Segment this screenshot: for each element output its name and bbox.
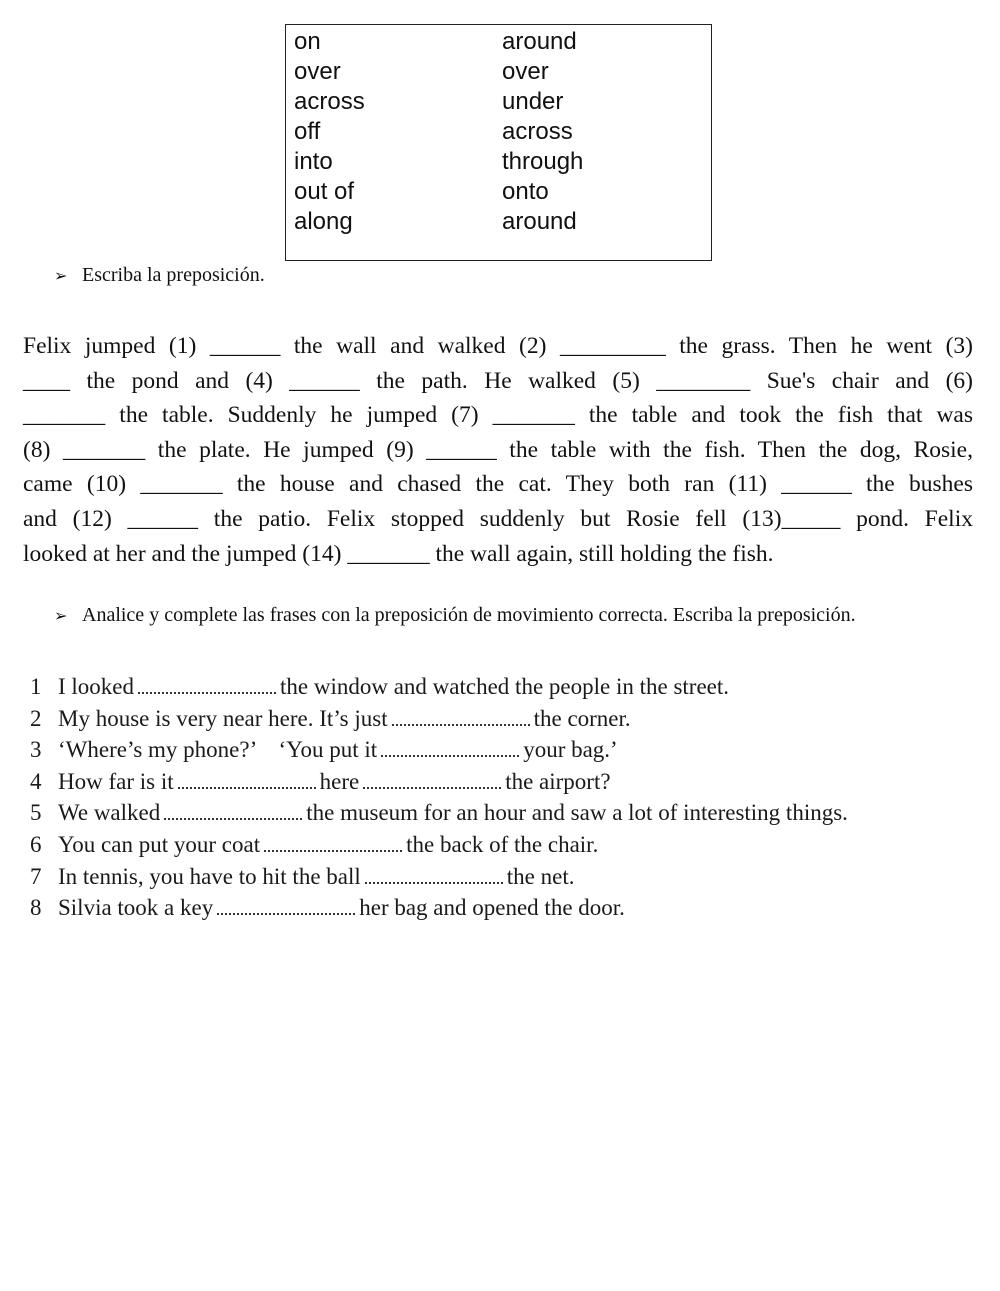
- item-number: 8: [30, 895, 42, 921]
- instruction-first: [54, 263, 265, 288]
- instruction-text: Analice y complete las frases con la preposición de movimiento correcta. Escriba la preposición.: [82, 604, 856, 626]
- passage-line: Felix jumped (1) ______ the wall and walked (2) _________ the grass. Then he went (3): [23, 333, 973, 359]
- passage-line: came (10) _______ the house and chased the cat. They both ran (11) ______ the bushes: [23, 471, 973, 498]
- exercise-list: [30, 671, 970, 924]
- item-text: the net.: [506, 863, 575, 889]
- arrow-bullet-icon: ➢: [54, 266, 68, 285]
- item-number: 2: [30, 705, 42, 731]
- item-number: 6: [30, 831, 42, 857]
- answer-blank[interactable]: [264, 832, 402, 852]
- exercise-item: [30, 766, 970, 798]
- word-item: across: [502, 118, 573, 145]
- item-number: 1: [30, 674, 42, 699]
- word-item: across: [294, 88, 365, 115]
- passage: [23, 329, 973, 571]
- answer-blank[interactable]: [392, 706, 530, 726]
- item-text: I looked: [58, 674, 135, 699]
- passage-line: and (12) ______ the patio. Felix stopped suddenly but Rosie fell (13)_____ pond. Felix: [23, 505, 973, 532]
- answer-blank[interactable]: [178, 769, 316, 789]
- answer-blank[interactable]: [138, 674, 276, 694]
- item-number: 3: [30, 737, 42, 763]
- item-text: the corner.: [533, 705, 631, 731]
- word-item: onto: [502, 178, 549, 205]
- item-number: 4: [30, 768, 42, 794]
- exercise-item: [30, 671, 970, 703]
- instruction-text: Escriba la preposición.: [82, 264, 265, 286]
- item-text: the airport?: [505, 768, 611, 794]
- exercise-item: [30, 797, 970, 829]
- passage-line: ____ the pond and (4) ______ the path. He walked (5) ________ Sue's chair and (6): [23, 367, 973, 394]
- word-item: on: [294, 28, 321, 55]
- exercise-item: [30, 829, 970, 861]
- word-item: over: [294, 58, 341, 85]
- item-text: the back of the chair.: [406, 831, 599, 857]
- answer-blank[interactable]: [365, 864, 503, 884]
- item-text: the museum for an hour and saw a lot of interesting things.: [306, 800, 848, 826]
- item-number: 7: [30, 863, 42, 889]
- item-text: How far is it: [58, 768, 174, 794]
- item-text: Silvia took a key: [58, 895, 214, 921]
- word-item: under: [502, 88, 564, 115]
- item-text: My house is very near here. It’s just: [58, 705, 388, 731]
- item-text: her bag and opened the door.: [359, 895, 625, 921]
- item-number: 5: [30, 800, 42, 826]
- answer-blank[interactable]: [363, 769, 501, 789]
- instruction-second: [54, 603, 856, 628]
- passage-line: (8) _______ the plate. He jumped (9) ______ the table with the fish. Then the dog, Rosie,: [23, 436, 973, 463]
- answer-blank[interactable]: [217, 895, 355, 915]
- word-item: into: [294, 148, 333, 175]
- exercise-item: [30, 892, 970, 924]
- item-text: ‘Where’s my phone?’ ‘You put it: [58, 737, 378, 763]
- exercise-item: [30, 861, 970, 893]
- item-text: We walked: [58, 800, 161, 826]
- word-item: through: [502, 148, 584, 175]
- word-item: out of: [294, 178, 355, 205]
- arrow-bullet-icon: ➢: [54, 606, 68, 625]
- passage-line: looked at her and the jumped (14) _______ the wall again, still holding the fish.: [23, 540, 774, 567]
- item-text: here: [319, 768, 360, 794]
- word-item: along: [294, 208, 353, 235]
- exercise-item: [30, 703, 970, 735]
- answer-blank[interactable]: [164, 800, 302, 820]
- word-column-left: [294, 27, 365, 237]
- item-text: the window and watched the people in the street.: [280, 674, 730, 699]
- word-item: off: [294, 118, 321, 145]
- item-text: In tennis, you have to hit the ball: [58, 863, 361, 889]
- answer-blank[interactable]: [381, 737, 519, 757]
- word-box: [285, 24, 712, 261]
- word-column-right: [502, 27, 583, 237]
- item-text: You can put your coat: [58, 831, 261, 857]
- word-item: around: [502, 208, 577, 235]
- passage-line: _______ the table. Suddenly he jumped (7) _______ the table and took the fish that was: [23, 402, 973, 429]
- exercise-item: [30, 734, 970, 766]
- word-item: around: [502, 28, 577, 55]
- item-text: your bag.’: [523, 737, 618, 763]
- word-item: over: [502, 58, 549, 85]
